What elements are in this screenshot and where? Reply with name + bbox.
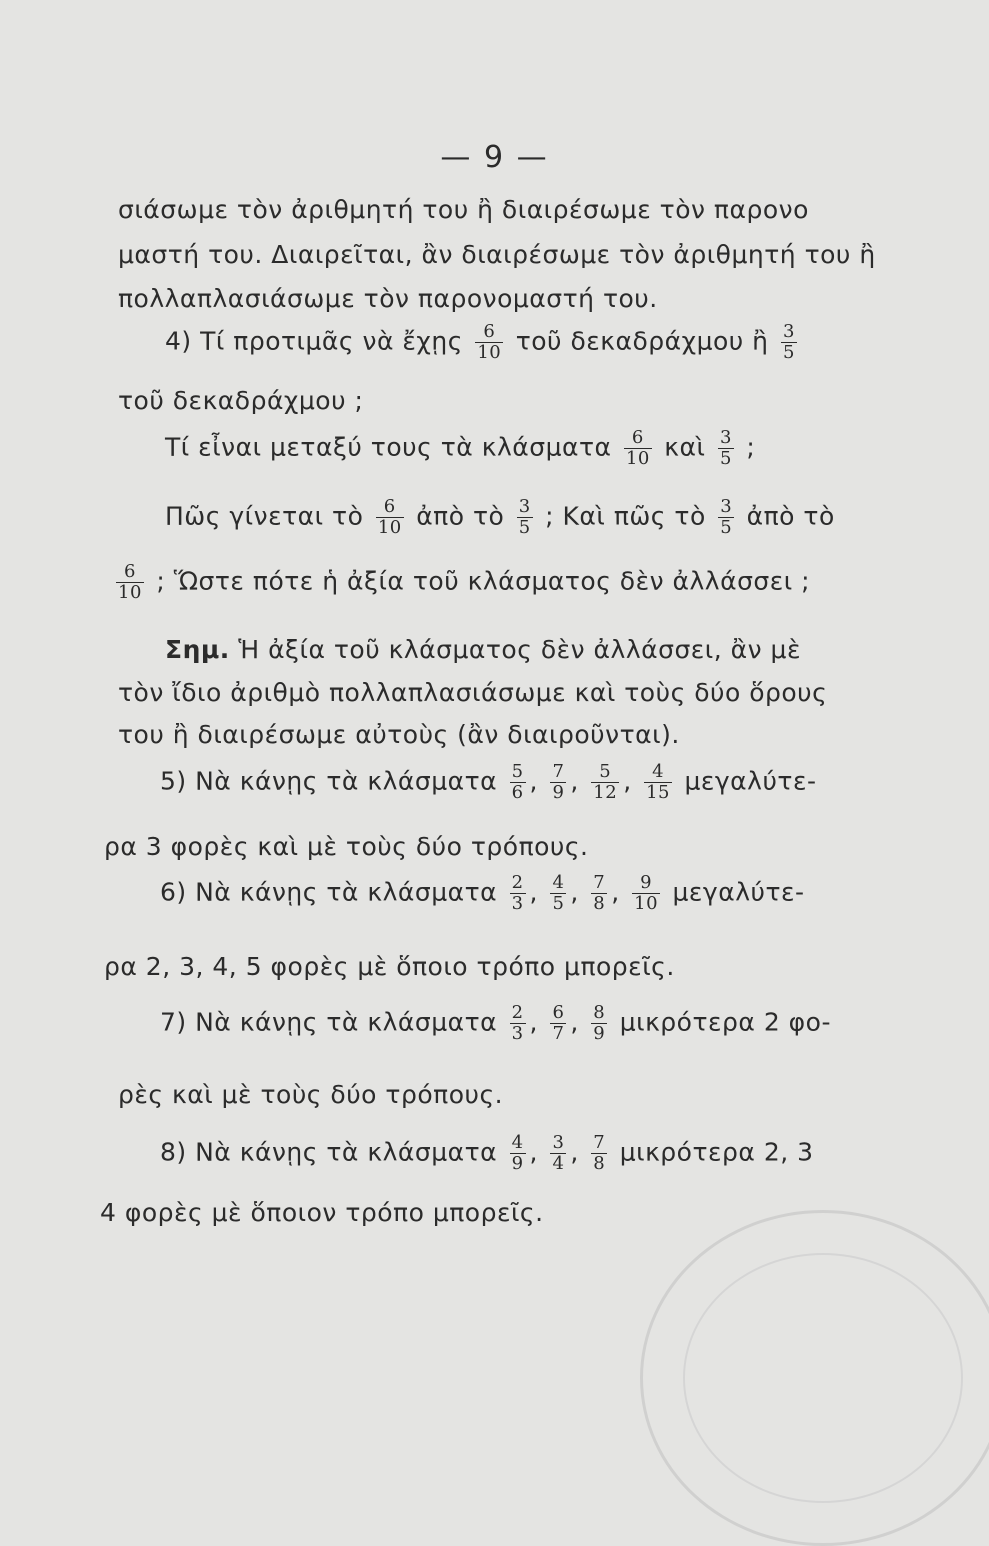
note-line-3: του ἢ διαιρέσωμε αὐτοὺς (ἂν διαιροῦνται). <box>118 720 680 749</box>
fraction-numerator: 4 <box>552 872 565 893</box>
fraction-denominator: 7 <box>552 1022 565 1044</box>
note-line-2: τὸν ἴδιο ἀριθμὸ πολλαπλασιάσωμε καὶ τοὺς δύο ὅρους <box>118 678 828 707</box>
fraction-denominator: 6 <box>511 781 524 803</box>
fraction-numerator: 6 <box>483 321 496 342</box>
q6-text-b: μεγαλύτε- <box>672 877 805 907</box>
fraction-denominator: 3 <box>511 892 524 914</box>
fraction-denominator: 10 <box>118 581 142 603</box>
fraction-numerator: 6 <box>552 1002 565 1023</box>
question-4-line <box>165 322 801 363</box>
fraction-numerator: 6 <box>631 427 644 448</box>
fraction-2-3 <box>510 1003 526 1044</box>
question-6-line-2: ρα 2, 3, 4, 5 φορὲς μὲ ὅποιο τρόπο μπορεῖς. <box>104 952 675 981</box>
question-wste-line <box>112 562 810 603</box>
question-8-line-2: 4 φορὲς μὲ ὅποιον τρόπο μπορεῖς. <box>100 1198 544 1227</box>
fraction-7-9 <box>550 762 566 803</box>
question-pos-line <box>165 497 835 538</box>
fraction-numerator: 6 <box>123 561 136 582</box>
note-line-1 <box>165 635 801 664</box>
fraction-8-9 <box>591 1003 607 1044</box>
fraction-denominator: 5 <box>720 516 733 538</box>
fraction-denominator: 5 <box>518 516 531 538</box>
fraction-6-10 <box>116 562 144 603</box>
fraction-numerator: 9 <box>640 872 653 893</box>
fraction-5-6 <box>510 762 526 803</box>
fraction-denominator: 5 <box>719 447 732 469</box>
fraction-numerator: 2 <box>511 872 524 893</box>
q8-text: 8) Νὰ κάνῃς τὰ κλάσματα <box>160 1137 498 1167</box>
q5-text-b: μεγαλύτε- <box>684 766 817 796</box>
fraction-numerator: 3 <box>720 496 733 517</box>
fraction-denominator: 8 <box>593 1152 606 1174</box>
fraction-numerator: 3 <box>518 496 531 517</box>
fraction-denominator: 12 <box>593 781 618 803</box>
pos-text-d: ἀπὸ τὸ <box>746 501 835 531</box>
page-number: — 9 — <box>440 140 549 175</box>
fraction-denominator: 10 <box>625 447 650 469</box>
question-4-line-2: τοῦ δεκαδράχμου ; <box>118 386 364 415</box>
fraction-denominator: 5 <box>782 341 795 363</box>
question-7-line: 7) Νὰ κάνῃς τὰ κλάσματα $\frac{2}{3}$ , $\frac{6}{7}$ , $\frac{8}{9}$ μικρότερα 2 φο- <box>160 1002 831 1044</box>
q7-text: 7) Νὰ κάνῃς τὰ κλάσματα <box>160 1007 498 1037</box>
q4-text: 4) Τί προτιμᾶς νὰ ἔχῃς <box>165 326 463 356</box>
fraction-numerator: 4 <box>511 1132 524 1153</box>
text-line-2: μαστή του. Διαιρεῖται, ἂν διαιρέσωμε τὸν ἀριθμητή του ἢ <box>118 240 876 269</box>
fraction-numerator: 8 <box>593 1002 606 1023</box>
wste-text: ; Ὥστε πότε ἡ ἀξία τοῦ κλάσματος δὲν ἀλλάσσει ; <box>156 566 811 596</box>
fraction-3-5 <box>781 322 797 363</box>
fraction-numerator: 3 <box>552 1132 565 1153</box>
fraction-numerator: 3 <box>782 321 795 342</box>
note-label: Σημ. <box>165 635 230 664</box>
question-5-line: 5) Νὰ κάνῃς τὰ κλάσματα $\frac{5}{6}$ , $\frac{7}{9}$ , $\frac{5}{12}$ , $\frac{4}{15}$ μεγαλύτε- <box>160 761 817 803</box>
fraction-3-5 <box>517 497 533 538</box>
fraction-3-5 <box>718 428 734 469</box>
pos-text-b: ἀπὸ τὸ <box>416 501 505 531</box>
text-line-3: πολλαπλασιάσωμε τὸν παρονομαστή του. <box>118 284 658 313</box>
fraction-denominator: 10 <box>377 516 402 538</box>
fraction-denominator: 3 <box>511 1022 524 1044</box>
fraction-numerator: 4 <box>652 761 665 782</box>
q6-text: 6) Νὰ κάνῃς τὰ κλάσματα <box>160 877 498 907</box>
fraction-6-7 <box>550 1003 566 1044</box>
fraction-denominator: 9 <box>593 1022 606 1044</box>
ti-text-kai: καὶ <box>664 432 706 462</box>
fraction-numerator: 7 <box>593 1132 606 1153</box>
fraction-numerator: 6 <box>383 496 396 517</box>
fraction-5-12 <box>591 762 619 803</box>
fraction-6-10 <box>475 322 503 363</box>
question-8-line: 8) Νὰ κάνῃς τὰ κλάσματα $\frac{4}{9}$ , $\frac{3}{4}$ , $\frac{7}{8}$ μικρότερα 2, 3 <box>160 1132 814 1174</box>
question-ti-line: Τί εἶναι μεταξύ τους τὰ κλάσματα $\frac{6}{10}$ καὶ $\frac{3}{5}$ ; <box>165 427 756 469</box>
fraction-denominator: 10 <box>634 892 659 914</box>
fraction-numerator: 3 <box>719 427 732 448</box>
fraction-denominator: 10 <box>477 341 502 363</box>
fraction-numerator: 2 <box>511 1002 524 1023</box>
text-line-1: σιάσωμε τὸν ἀριθμητή του ἢ διαιρέσωμε τὸν παρονο <box>118 195 809 224</box>
fraction-denominator: 8 <box>593 892 606 914</box>
fraction-4-15 <box>644 762 672 803</box>
q7-text-b: μικρότερα 2 φο- <box>619 1007 831 1037</box>
fraction-9-10 <box>632 873 660 914</box>
fraction-7-8 <box>591 1133 607 1174</box>
q5-text: 5) Νὰ κάνῃς τὰ κλάσματα <box>160 766 498 796</box>
fraction-numerator: 7 <box>552 761 565 782</box>
note-text-1: Ἡ ἀξία τοῦ κλάσματος δὲν ἀλλάσσει, ἂν μὲ <box>238 635 801 664</box>
question-6-line: 6) Νὰ κάνῃς τὰ κλάσματα $\frac{2}{3}$ , $\frac{4}{5}$ , $\frac{7}{8}$ , $\frac{9}{10}$ μεγαλύτε- <box>160 872 805 914</box>
q4-text-b: τοῦ δεκαδράχμου ἢ <box>515 326 769 356</box>
pos-text-c: ; Καὶ πῶς τὸ <box>545 501 706 531</box>
fraction-denominator: 4 <box>552 1152 565 1174</box>
fraction-6-10 <box>624 428 652 469</box>
ti-text: Τί εἶναι μεταξύ τους τὰ κλάσματα <box>165 432 612 462</box>
fraction-numerator: 5 <box>511 761 524 782</box>
fraction-numerator: 5 <box>599 761 612 782</box>
question-5-line-2: ρα 3 φορὲς καὶ μὲ τοὺς δύο τρόπους. <box>104 832 589 861</box>
pos-text-a: Πῶς γίνεται τὸ <box>165 501 364 531</box>
fraction-7-8 <box>591 873 607 914</box>
fraction-denominator: 15 <box>646 781 671 803</box>
fraction-3-5 <box>718 497 734 538</box>
q8-text-b: μικρότερα 2, 3 <box>619 1137 814 1167</box>
fraction-4-5 <box>550 873 566 914</box>
fraction-numerator: 7 <box>593 872 606 893</box>
fraction-2-3 <box>510 873 526 914</box>
fraction-denominator: 5 <box>552 892 565 914</box>
fraction-4-9 <box>510 1133 526 1174</box>
question-7-line-2: ρὲς καὶ μὲ τοὺς δύο τρόπους. <box>118 1080 504 1109</box>
fraction-3-4 <box>550 1133 566 1174</box>
fraction-6-10 <box>376 497 404 538</box>
fraction-denominator: 9 <box>511 1152 524 1174</box>
fraction-denominator: 9 <box>552 781 565 803</box>
library-stamp <box>640 1210 989 1546</box>
